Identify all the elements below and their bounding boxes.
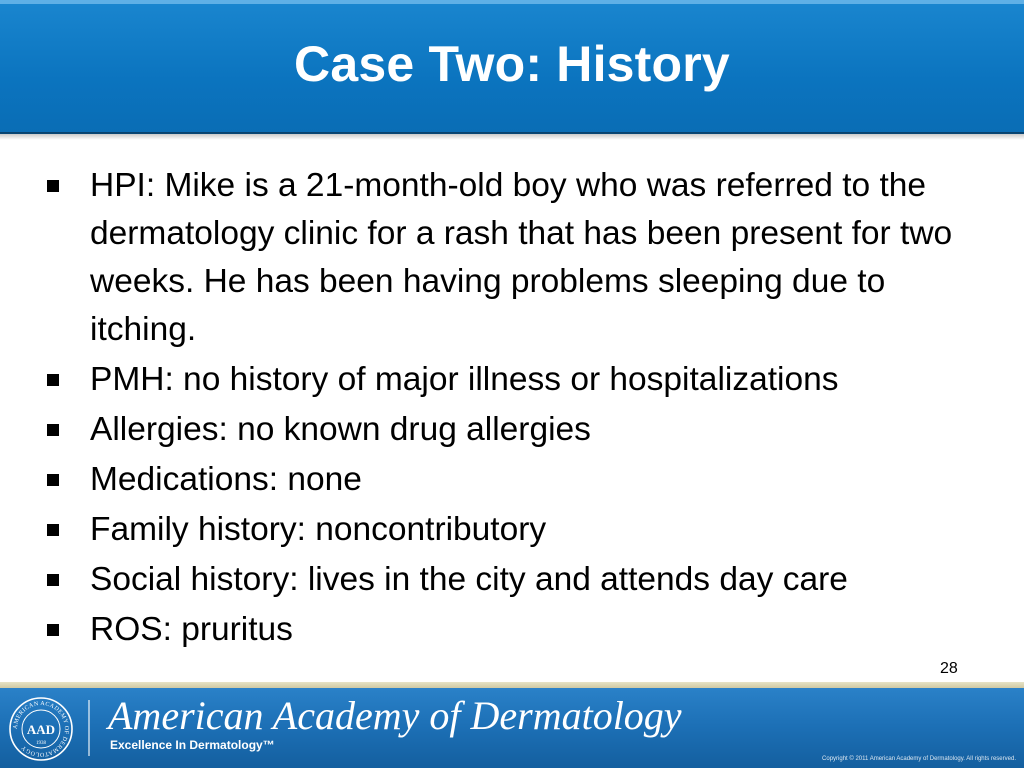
square-bullet-icon: [47, 524, 59, 536]
bullet-item-hpi: [0, 162, 1000, 354]
page-number: 28: [940, 660, 958, 677]
bullet-text: HPI: Mike is a 21-month-old boy who was referred to the dermatology clinic for a rash that has been present for two weeks. He has been having problems sleeping due to itching.: [90, 167, 953, 348]
bullet-text: Allergies: no known drug allergies: [90, 411, 591, 448]
bullet-text: Social history: lives in the city and attends day care: [90, 561, 848, 598]
footer-copyright: Copyright © 2011 American Academy of Dermatology. All rights reserved.: [822, 756, 1016, 762]
bullet-item-pmh: [0, 356, 1000, 404]
bullet-list: [0, 162, 1000, 656]
slide-title: Case Two: History: [294, 36, 730, 92]
square-bullet-icon: [47, 624, 59, 636]
footer-org-name: American Academy of Dermatology: [108, 693, 682, 738]
bullet-text: ROS: pruritus: [90, 611, 293, 648]
square-bullet-icon: [47, 374, 59, 386]
bullet-item-allergies: [0, 406, 1000, 454]
title-bar: [0, 0, 1024, 134]
footer-divider: [88, 700, 90, 756]
square-bullet-icon: [47, 424, 59, 436]
bullet-text: PMH: no history of major illness or hospitalizations: [90, 361, 839, 398]
bullet-text: Family history: noncontributory: [90, 511, 547, 548]
seal-year: 1938: [36, 741, 46, 746]
bullet-item-medications: [0, 456, 1000, 504]
bullet-item-ros: [0, 606, 1000, 654]
bullet-item-family-history: [0, 506, 1000, 554]
square-bullet-icon: [47, 180, 59, 192]
square-bullet-icon: [47, 474, 59, 486]
seal-ring-text: AMERICAN ACADEMY OF DERMATOLOGY: [12, 700, 70, 758]
bullet-item-social-history: [0, 556, 1000, 604]
aad-seal-logo: [8, 696, 74, 762]
bullet-text: Medications: none: [90, 461, 362, 498]
footer-tagline: Excellence In Dermatology™: [110, 738, 275, 752]
footer: [0, 688, 1024, 768]
seal-abbreviation: AAD: [26, 722, 56, 737]
square-bullet-icon: [47, 574, 59, 586]
